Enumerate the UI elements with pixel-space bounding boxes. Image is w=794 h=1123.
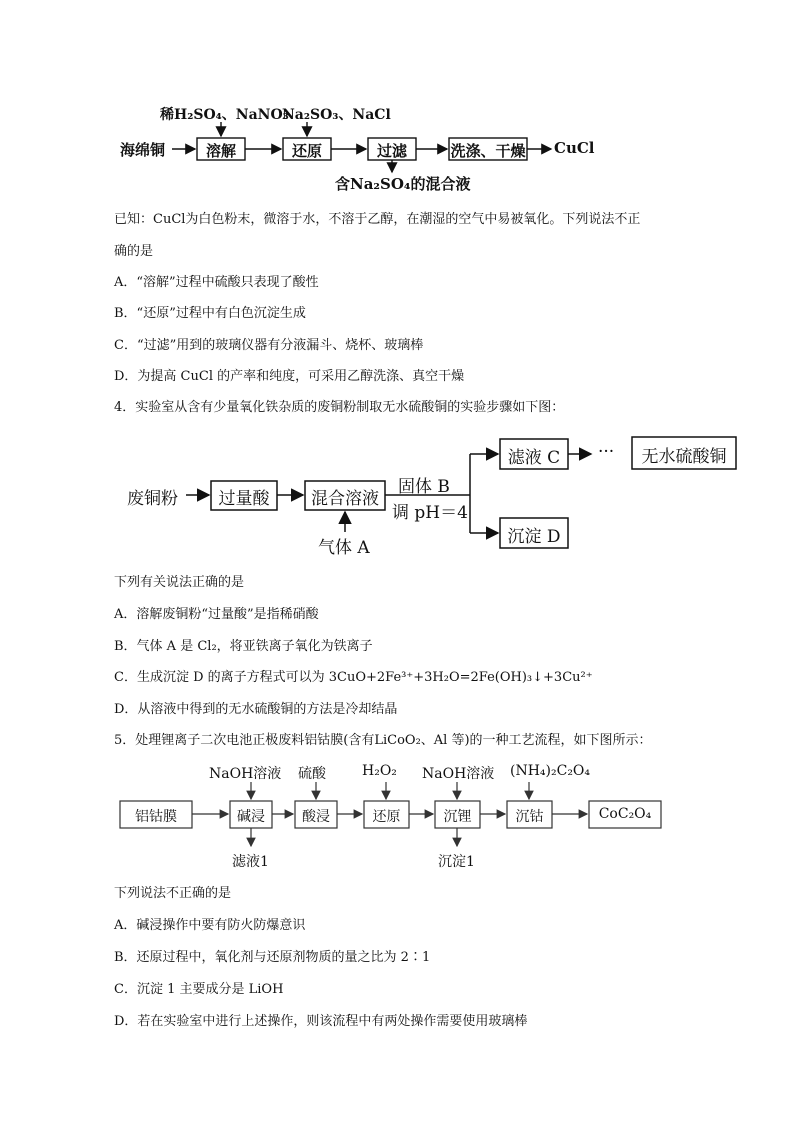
q4-option-c: C．生成沉淀 D 的离子方程式可以为 3CuO+2Fe³⁺+3H₂O=2Fe(OH)₃↓+3Cu²⁺ <box>114 670 593 685</box>
q4-option-d: D．从溶液中得到的无水硫酸铜的方法是冷却结晶 <box>114 702 398 717</box>
q4-option-b: B．气体 A 是 Cl₂，将亚铁离子氧化为铁离子 <box>114 639 373 654</box>
box-label-acid-leach: 酸浸 <box>302 809 330 825</box>
box-label-co-precip: 沉钴 <box>515 809 544 825</box>
precipitate-1-label: 沉淀1 <box>438 854 475 870</box>
gas-a-label: 气体 A <box>318 538 370 558</box>
reagent-sulfuric-acid: 硫酸 <box>298 766 326 782</box>
q4-question: 下列有关说法正确的是 <box>114 575 245 590</box>
filtrate-c-label: 滤液 C <box>507 448 561 468</box>
reagent-h2o2: H₂O₂ <box>362 763 397 779</box>
q3-option-d: D．为提高 CuCl 的产率和纯度，可采用乙醇洗涤、真空干燥 <box>114 369 465 384</box>
q5-option-c: C．沉淀 1 主要成分是 LiOH <box>114 982 284 997</box>
step-label-wash-dry: 洗涤、干燥 <box>450 142 526 160</box>
q5-option-d: D．若在实验室中进行上述操作，则该流程中有两处操作需要使用玻璃棒 <box>114 1014 528 1029</box>
q3-known-text-cont: 确的是 <box>114 244 154 259</box>
ph-condition-label: 调 pH＝4 <box>392 503 468 523</box>
step-label-reduce: 还原 <box>291 142 322 160</box>
excess-acid-label: 过量酸 <box>218 489 270 509</box>
start-material-label: 废铜粉 <box>127 489 178 509</box>
reagent-label-1: 稀H₂SO₄、NaNO₃ <box>160 107 289 123</box>
reagent-naoh-2: NaOH溶液 <box>422 766 495 782</box>
reagent-label-2: Na₂SO₃、NaCl <box>282 107 391 123</box>
product-label: CuCl <box>554 139 595 157</box>
anhydrous-cuso4-label: 无水硫酸铜 <box>641 447 727 467</box>
q5-option-a: A．碱浸操作中要有防火防爆意识 <box>114 918 306 933</box>
box-label-al-co-film: 铝钴膜 <box>135 809 177 825</box>
q4-stem: 4．实验室从含有少量氧化铁杂质的废铜粉制取无水硫酸铜的实验步骤如下图： <box>114 400 565 415</box>
q4-option-a: A．溶解废铜粉“过量酸”是指稀硝酸 <box>114 607 319 622</box>
q5-option-b: B．还原过程中，氧化剂与还原剂物质的量之比为 2∶1 <box>114 950 431 965</box>
start-material-label: 海绵铜 <box>120 141 166 159</box>
step-label-dissolve: 溶解 <box>205 142 236 160</box>
reagent-naoh-1: NaOH溶液 <box>209 766 282 782</box>
step-label-filter: 过滤 <box>376 142 407 160</box>
ellipsis-label: ··· <box>598 442 615 462</box>
box-label-reduce: 还原 <box>372 809 401 825</box>
mixed-solution-label: 混合溶液 <box>311 489 379 509</box>
byproduct-label: 含Na₂SO₄的混合液 <box>335 175 471 193</box>
solid-b-label: 固体 B <box>398 477 450 497</box>
q3-known-text: 已知：CuCl为白色粉末，微溶于水，不溶于乙醇，在潮湿的空气中易被氧化。下列说法不正 <box>114 212 641 227</box>
q5-stem: 5．处理锂离子二次电池正极废料铝钴膜(含有LiCoO₂、Al 等)的一种工艺流程，如下图所示： <box>114 733 652 748</box>
q5-question: 下列说法不正确的是 <box>114 886 232 901</box>
precipitate-d-label: 沉淀 D <box>507 527 561 547</box>
q3-option-a: A．“溶解”过程中硫酸只表现了酸性 <box>114 275 319 290</box>
q3-option-b: B．“还原”过程中有白色沉淀生成 <box>114 306 306 321</box>
box-label-coc2o4: CoC₂O₄ <box>598 806 652 822</box>
box-label-li-precip: 沉锂 <box>443 809 472 825</box>
filtrate-1-label: 滤液1 <box>232 854 269 870</box>
box-label-alkali-leach: 碱浸 <box>237 809 265 825</box>
reagent-ammonium-oxalate: (NH₄)₂C₂O₄ <box>510 763 591 779</box>
q3-option-c: C．“过滤”用到的玻璃仪器有分液漏斗、烧杯、玻璃棒 <box>114 338 424 353</box>
